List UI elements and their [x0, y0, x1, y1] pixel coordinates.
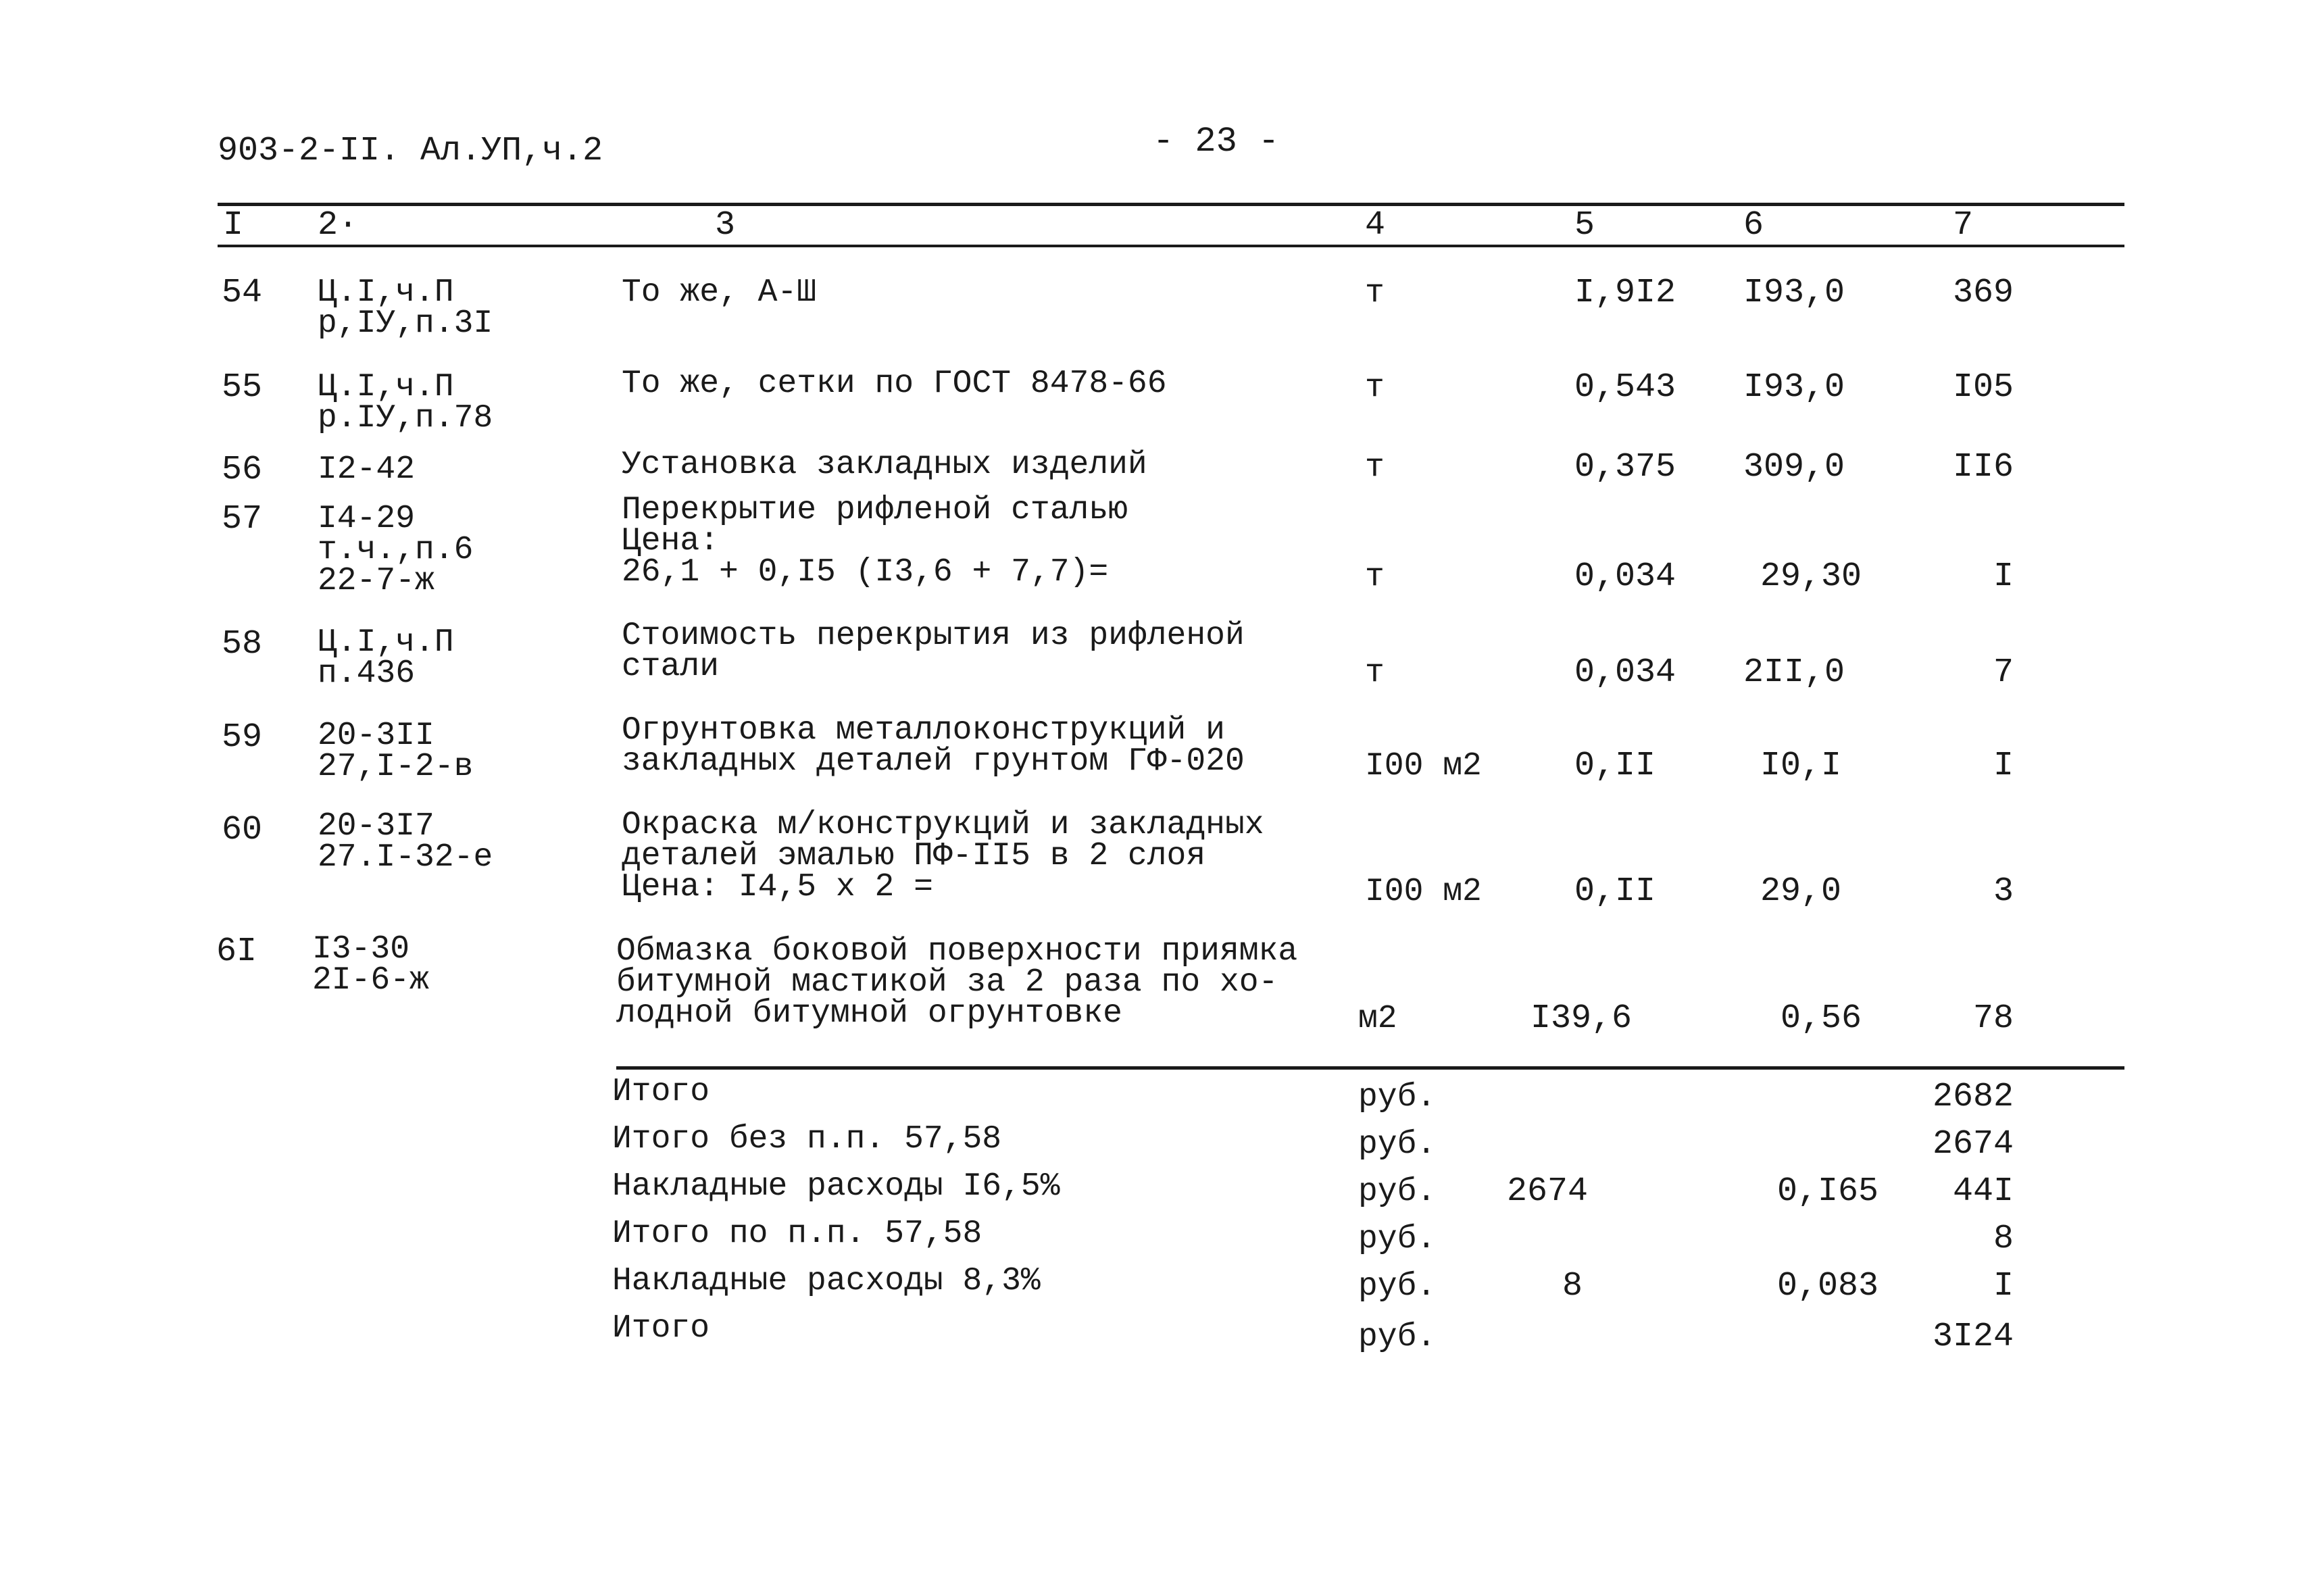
row-number: 6I: [216, 932, 257, 971]
row-description: Огрунтовка металлоконструкций и закладных деталей грунтом ГФ-020: [622, 712, 1245, 780]
totals-total: I: [1993, 1267, 2014, 1305]
row-unit: т: [1365, 655, 1385, 691]
totals-unit: руб.: [1358, 1319, 1437, 1355]
row-quantity: 0,375: [1574, 448, 1676, 487]
row-number: 55: [222, 368, 263, 407]
totals-total: 3I24: [1932, 1318, 2014, 1356]
row-number: 56: [222, 451, 263, 489]
row-description: То же, сетки по ГОСТ 8478-66: [622, 366, 1167, 402]
row-total: I05: [1952, 368, 2014, 407]
row-total: 3: [1993, 872, 2014, 911]
totals-total: 8: [1993, 1220, 2014, 1258]
totals-rate: 0,083: [1777, 1267, 1879, 1305]
row-total: II6: [1952, 448, 2014, 487]
row-total: I: [1993, 747, 2014, 785]
row-reference: Ц.I,ч.П п.436: [318, 624, 454, 692]
row-description: Перекрытие рифленой сталью Цена: 26,1 + 0,I5 (I3,6 + 7,7)=: [622, 492, 1128, 591]
row-price: 309,0: [1743, 448, 1845, 487]
row-unit: т: [1365, 449, 1385, 486]
row-unit: т: [1365, 559, 1385, 595]
row-unit: т: [1365, 275, 1385, 311]
row-quantity: 0,034: [1574, 653, 1676, 692]
totals-unit: руб.: [1358, 1126, 1437, 1163]
totals-label: Накладные расходы 8,3%: [612, 1263, 1041, 1299]
row-reference: Ц.I,ч.П р,IУ,п.3I: [318, 274, 493, 342]
row-number: 58: [222, 625, 263, 664]
table-top-rule: [218, 203, 2124, 206]
totals-quantity: 2674: [1507, 1172, 1589, 1211]
row-reference: I2-42: [318, 451, 416, 488]
row-quantity: 0,II: [1574, 747, 1656, 785]
totals-label: Итого по п.п. 57,58: [612, 1216, 982, 1252]
row-description: То же, А-Ш: [622, 274, 817, 311]
row-total: I: [1993, 557, 2014, 596]
row-reference: 20-3II 27,I-2-в: [318, 718, 474, 785]
totals-label: Итого: [612, 1074, 710, 1110]
row-quantity: I39,6: [1530, 999, 1633, 1038]
totals-total: 2682: [1932, 1078, 2014, 1116]
row-unit: I00 м2: [1365, 874, 1482, 910]
row-price: 0,56: [1781, 999, 1862, 1038]
totals-rule: [616, 1066, 2124, 1070]
totals-quantity: 8: [1562, 1267, 1583, 1305]
row-unit: т: [1365, 370, 1385, 406]
row-number: 57: [222, 500, 263, 539]
column-number-1: I: [223, 206, 244, 245]
totals-total: 2674: [1932, 1125, 2014, 1164]
row-quantity: 0,543: [1574, 368, 1676, 407]
document-code: 903-2-II. Ал.УП,ч.2: [218, 132, 603, 170]
row-total: 78: [1972, 999, 2014, 1038]
totals-label: Накладные расходы I6,5%: [612, 1168, 1060, 1205]
row-unit: I00 м2: [1365, 748, 1482, 784]
row-price: I93,0: [1743, 368, 1845, 407]
row-price: I93,0: [1743, 274, 1845, 312]
totals-label: Итого без п.п. 57,58: [612, 1121, 1002, 1157]
row-reference: I4-29 т.ч.,п.6 22-7-ж: [318, 501, 474, 599]
row-price: 29,30: [1760, 557, 1862, 596]
row-number: 59: [222, 718, 263, 757]
row-total: 7: [1993, 653, 2014, 692]
row-number: 54: [222, 274, 263, 312]
column-number-2: 2·: [318, 206, 359, 245]
totals-unit: руб.: [1358, 1079, 1437, 1116]
totals-unit: руб.: [1358, 1174, 1437, 1210]
totals-label: Итого: [612, 1310, 710, 1347]
row-price: 29,0: [1760, 872, 1842, 911]
column-number-4: 4: [1365, 206, 1386, 245]
column-number-3: 3: [715, 206, 736, 245]
row-price: 2II,0: [1743, 653, 1845, 692]
column-number-6: 6: [1743, 206, 1764, 245]
row-description: Окраска м/конструкций и закладных деталей эмалью ПФ-II5 в 2 слоя Цена: I4,5 x 2 =: [622, 807, 1264, 905]
row-total: 369: [1952, 274, 2014, 312]
column-number-5: 5: [1574, 206, 1595, 245]
table-header-rule: [218, 245, 2124, 247]
row-description: Стоимость перекрытия из рифленой стали: [622, 618, 1245, 685]
page-number: - 23 -: [1153, 122, 1280, 161]
row-quantity: 0,II: [1574, 872, 1656, 911]
totals-total: 44I: [1952, 1172, 2014, 1211]
row-quantity: I,9I2: [1574, 274, 1676, 312]
row-number: 60: [222, 811, 263, 849]
row-price: I0,I: [1760, 747, 1842, 785]
row-unit: м2: [1358, 1001, 1397, 1037]
row-reference: I3-30 2I-6-ж: [312, 931, 429, 999]
column-number-7: 7: [1953, 206, 1974, 245]
row-reference: 20-3I7 27.I-32-е: [318, 808, 493, 876]
totals-unit: руб.: [1358, 1221, 1437, 1257]
row-description: Установка закладных изделий: [622, 447, 1147, 483]
row-description: Обмазка боковой поверхности приямка битумной мастикой за 2 раза по хо- лодной битумной огрунтовке: [616, 933, 1298, 1032]
row-quantity: 0,034: [1574, 557, 1676, 596]
totals-unit: руб.: [1358, 1268, 1437, 1305]
row-reference: Ц.I,ч.П р.IУ,п.78: [318, 369, 493, 437]
totals-rate: 0,I65: [1777, 1172, 1879, 1211]
